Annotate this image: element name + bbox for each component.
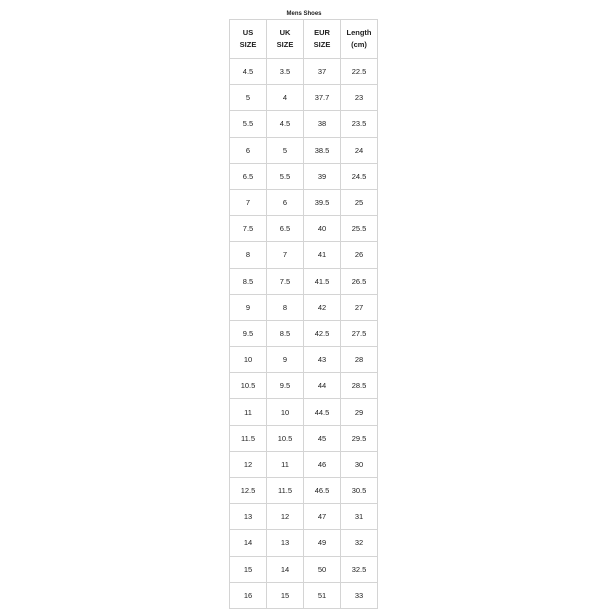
table-row <box>230 137 378 163</box>
table-row <box>230 85 378 111</box>
eur-size-cell: 43 <box>304 347 341 373</box>
length-cell: 28.5 <box>341 373 378 399</box>
header-row <box>230 20 378 59</box>
uk-size-cell: 6.5 <box>267 216 304 242</box>
uk-size-cell: 5 <box>267 137 304 163</box>
table-row <box>230 399 378 425</box>
header-length-line2: (cm) <box>351 40 367 49</box>
header-us-size-line1: US <box>242 28 254 37</box>
us-size-cell: 12 <box>230 451 267 477</box>
us-size-cell: 9.5 <box>230 320 267 346</box>
header-length-line1: Length <box>346 28 372 37</box>
length-cell: 31 <box>341 504 378 530</box>
length-cell: 30 <box>341 451 378 477</box>
table-row <box>230 242 378 268</box>
uk-size-cell: 9 <box>267 347 304 373</box>
uk-size-cell: 9.5 <box>267 373 304 399</box>
header-uk-size <box>267 20 304 59</box>
eur-size-cell: 38 <box>304 111 341 137</box>
length-cell: 28 <box>341 347 378 373</box>
uk-size-cell: 12 <box>267 504 304 530</box>
us-size-cell: 10.5 <box>230 373 267 399</box>
us-size-cell: 12.5 <box>230 478 267 504</box>
table-row <box>230 216 378 242</box>
table-row <box>230 451 378 477</box>
eur-size-cell: 46 <box>304 451 341 477</box>
table-row <box>230 425 378 451</box>
table-row <box>230 478 378 504</box>
length-cell: 33 <box>341 582 378 608</box>
eur-size-cell: 42.5 <box>304 320 341 346</box>
table-row <box>230 294 378 320</box>
eur-size-cell: 44 <box>304 373 341 399</box>
header-us-size-line2: SIZE <box>239 40 257 49</box>
uk-size-cell: 11 <box>267 451 304 477</box>
header-eur-size <box>304 20 341 59</box>
uk-size-cell: 10 <box>267 399 304 425</box>
uk-size-cell: 4 <box>267 85 304 111</box>
eur-size-cell: 42 <box>304 294 341 320</box>
us-size-cell: 7.5 <box>230 216 267 242</box>
table-row <box>230 268 378 294</box>
header-uk-size-line1: UK <box>279 28 291 37</box>
table-row <box>230 59 378 85</box>
length-cell: 32 <box>341 530 378 556</box>
eur-size-cell: 44.5 <box>304 399 341 425</box>
us-size-cell: 16 <box>230 582 267 608</box>
us-size-cell: 13 <box>230 504 267 530</box>
table-row <box>230 504 378 530</box>
length-cell: 25.5 <box>341 216 378 242</box>
table-row <box>230 582 378 608</box>
size-chart-table <box>229 19 378 609</box>
header-uk-size-line2: SIZE <box>276 40 294 49</box>
header-us-size <box>230 20 267 59</box>
eur-size-cell: 38.5 <box>304 137 341 163</box>
table-row <box>230 556 378 582</box>
length-cell: 24.5 <box>341 163 378 189</box>
eur-size-cell: 40 <box>304 216 341 242</box>
table-body <box>230 59 378 609</box>
length-cell: 29.5 <box>341 425 378 451</box>
length-cell: 25 <box>341 189 378 215</box>
eur-size-cell: 49 <box>304 530 341 556</box>
uk-size-cell: 4.5 <box>267 111 304 137</box>
eur-size-cell: 47 <box>304 504 341 530</box>
table-row <box>230 320 378 346</box>
table-row <box>230 347 378 373</box>
table-row <box>230 530 378 556</box>
us-size-cell: 8.5 <box>230 268 267 294</box>
us-size-cell: 5 <box>230 85 267 111</box>
us-size-cell: 14 <box>230 530 267 556</box>
eur-size-cell: 37 <box>304 59 341 85</box>
table-row <box>230 111 378 137</box>
length-cell: 26.5 <box>341 268 378 294</box>
length-cell: 23.5 <box>341 111 378 137</box>
uk-size-cell: 7.5 <box>267 268 304 294</box>
eur-size-cell: 41 <box>304 242 341 268</box>
eur-size-cell: 50 <box>304 556 341 582</box>
table-row <box>230 373 378 399</box>
us-size-cell: 8 <box>230 242 267 268</box>
header-eur-size-line1: EUR <box>314 28 330 37</box>
length-cell: 24 <box>341 137 378 163</box>
uk-size-cell: 3.5 <box>267 59 304 85</box>
uk-size-cell: 14 <box>267 556 304 582</box>
header-eur-size-line2: SIZE <box>313 40 331 49</box>
uk-size-cell: 6 <box>267 189 304 215</box>
length-cell: 27 <box>341 294 378 320</box>
us-size-cell: 6.5 <box>230 163 267 189</box>
us-size-cell: 11.5 <box>230 425 267 451</box>
eur-size-cell: 41.5 <box>304 268 341 294</box>
eur-size-cell: 45 <box>304 425 341 451</box>
length-cell: 29 <box>341 399 378 425</box>
us-size-cell: 9 <box>230 294 267 320</box>
uk-size-cell: 8.5 <box>267 320 304 346</box>
table-row <box>230 189 378 215</box>
uk-size-cell: 7 <box>267 242 304 268</box>
eur-size-cell: 37.7 <box>304 85 341 111</box>
eur-size-cell: 51 <box>304 582 341 608</box>
length-cell: 30.5 <box>341 478 378 504</box>
eur-size-cell: 39.5 <box>304 189 341 215</box>
uk-size-cell: 8 <box>267 294 304 320</box>
header-length <box>341 20 378 59</box>
us-size-cell: 10 <box>230 347 267 373</box>
length-cell: 26 <box>341 242 378 268</box>
uk-size-cell: 10.5 <box>267 425 304 451</box>
uk-size-cell: 5.5 <box>267 163 304 189</box>
eur-size-cell: 46.5 <box>304 478 341 504</box>
uk-size-cell: 11.5 <box>267 478 304 504</box>
uk-size-cell: 15 <box>267 582 304 608</box>
eur-size-cell: 39 <box>304 163 341 189</box>
us-size-cell: 4.5 <box>230 59 267 85</box>
us-size-cell: 6 <box>230 137 267 163</box>
uk-size-cell: 13 <box>267 530 304 556</box>
length-cell: 23 <box>341 85 378 111</box>
length-cell: 22.5 <box>341 59 378 85</box>
us-size-cell: 5.5 <box>230 111 267 137</box>
length-cell: 32.5 <box>341 556 378 582</box>
table-row <box>230 163 378 189</box>
length-cell: 27.5 <box>341 320 378 346</box>
table-title: Mens Shoes <box>286 11 322 17</box>
us-size-cell: 11 <box>230 399 267 425</box>
us-size-cell: 7 <box>230 189 267 215</box>
us-size-cell: 15 <box>230 556 267 582</box>
